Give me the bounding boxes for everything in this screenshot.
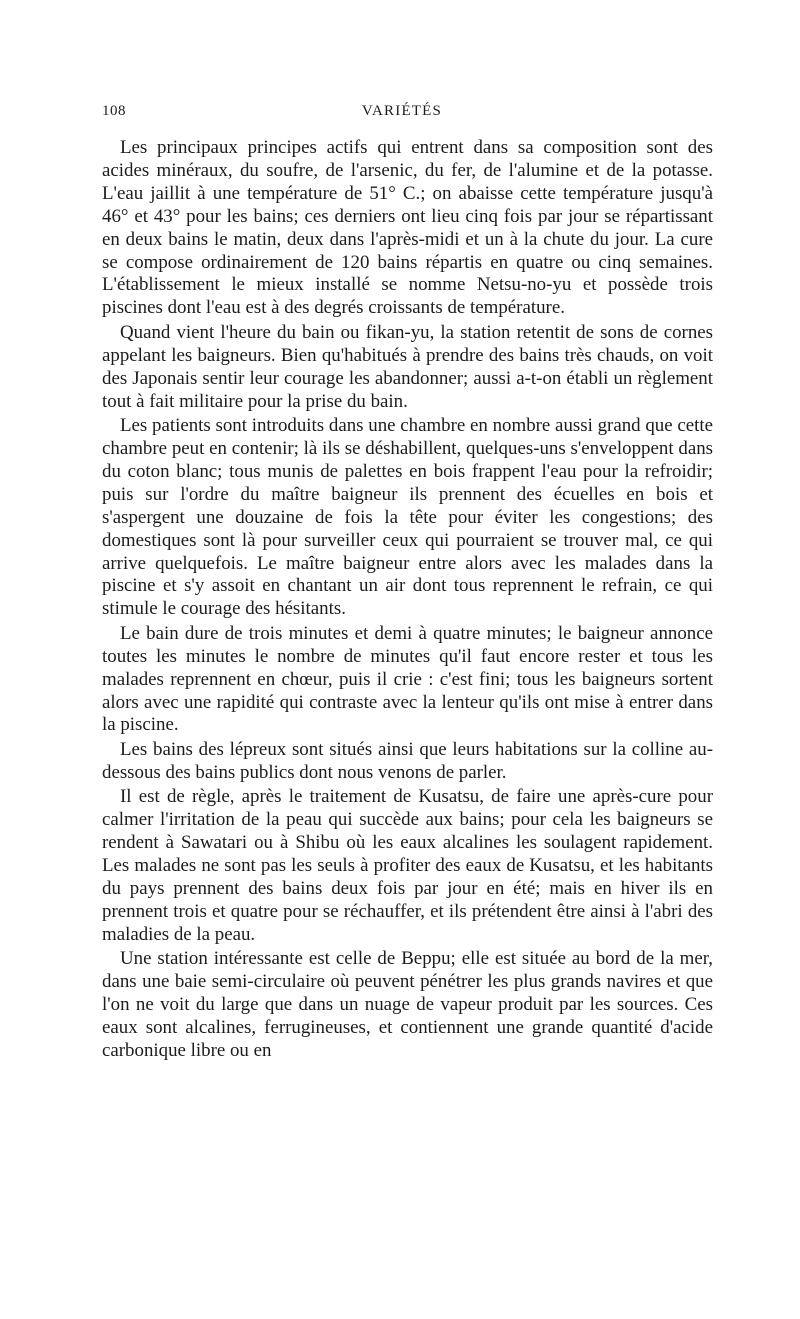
page-number: 108: [102, 103, 126, 119]
running-head: VARIÉTÉS: [361, 103, 443, 119]
paragraph: Les patients sont introduits dans une chambre en nombre aussi grand que cette chambre peut en contenir; là ils se déshabillent, quelques-uns s'enveloppent dans du coton blanc; tous munis de palettes en bois frappent l'eau pour la refroidir; puis sur l'ordre du maître baigneur ils prennent des écuelles en bois et s'aspergent une douzaine de fois la tête pour éviter les congestions; des domestiques sont là pour surveiller ceux qui pourraient se trouver mal, ce qui arrive quelquefois. Le maître baigneur entre alors avec les malades dans la piscine et s'y assoit en chantant un air dont tous reprennent le refrain, ce qui stimule le courage des hésitants.: [102, 415, 713, 620]
paragraph: Les bains des lépreux sont situés ainsi que leurs habitations sur la colline au-dessous des bains publics dont nous venons de parler.: [102, 738, 713, 783]
paragraph: Il est de règle, après le traitement de Kusatsu, de faire une après-cure pour calmer l'irritation de la peau qui succède aux bains; pour cela les baigneurs se rendent à Sawatari ou à Shibu où les eaux alcalines les soulagent rapidement. Les malades ne sont pas les seuls à profiter des eaux de Kusatsu, et les habitants du pays prennent des bains deux fois par jour en été; mais en hiver ils en prennent trois et quatre pour se réchauffer, et ils prétendent être ainsi à l'abri des maladies de la peau.: [102, 786, 713, 945]
paragraph: Une station intéressante est celle de Beppu; elle est située au bord de la mer, dans une baie semi-circulaire où peuvent pénétrer les plus grands navires et que l'on ne voit du large que dans un nuage de vapeur produit par les sources. Ces eaux sont alcalines, ferrugineuses, et contiennent une grande quantité d'acide carbonique libre ou en: [102, 948, 713, 1061]
paragraph: Le bain dure de trois minutes et demi à quatre minutes; le baigneur annonce toutes les minutes le nombre de minutes qu'il faut encore rester et tous les malades reprennent en chœur, puis il crie : c'est fini; tous les baigneurs sortent alors avec une rapidité qui contraste avec la lenteur qu'ils ont mise à entrer dans la piscine.: [102, 622, 713, 736]
paragraph: Quand vient l'heure du bain ou fikan-yu, la station retentit de sons de cornes appelant les baigneurs. Bien qu'habitués à prendre des bains très chauds, on voit des Japonais sentir leur courage les abandonner; aussi a-t-on établi un règlement tout à fait militaire pour la prise du bain.: [102, 321, 713, 412]
paragraph: Les principaux principes actifs qui entrent dans sa composition sont des acides minéraux, du soufre, de l'arsenic, du fer, de l'alumine et de la potasse. L'eau jaillit à une température de 51° C.; on abaisse cette température jusqu'à 46° et 43° pour les bains; ces derniers ont lieu cinq fois par jour se répartissant en deux bains le matin, deux dans l'après-midi et un à la chute du jour. La cure se compose ordinairement de 120 bains répartis en quatre ou cinq semaines. L'établissement le mieux installé se nomme Netsu-no-yu et possède trois piscines dont l'eau est à des degrés croissants de température.: [102, 137, 713, 319]
body-text: [102, 137, 713, 1064]
